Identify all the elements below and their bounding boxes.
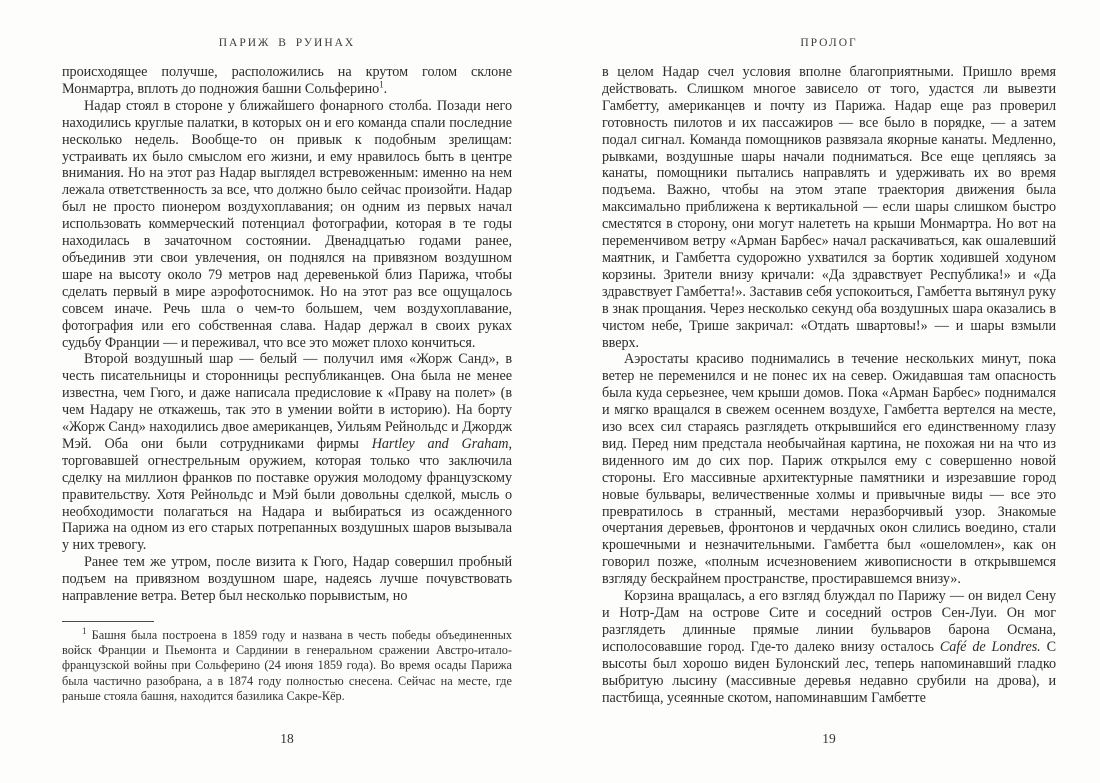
italic-text-run: Hartley and Graham <box>371 435 509 452</box>
text-run: С высоты был хорошо виден Булонский лес, теперь напоминавший гладко выбритую лысину (массивные деревья недавно срубили на дрова), и пастбища, усеянные скотом, напоминавшим Гамбетте <box>602 638 1056 706</box>
page-number-right: 19 <box>822 731 836 746</box>
paragraph <box>62 351 512 554</box>
text-run: происходящее получше, расположились на крутом голом склоне Монмартра, вплоть до подножия башни Сольферино <box>62 64 512 97</box>
paragraph <box>62 554 512 605</box>
footnote-marker: 1 <box>82 625 87 636</box>
italic-text-run: Café de Londres. <box>939 638 1041 655</box>
book-page-left <box>62 0 512 783</box>
text-run: Башня была построена в 1859 году и названа в честь победы объединенных войск Франции и Пьемонта и Сардинии в генеральном сражении Австро-итало-французской войны при Сольферино (24 июня 1859 года). Во время осады Парижа была частично разобрана, а в 1874 году полностью снесена. Сейчас на месте, где раньше стояла башня, находится базилика Сакре-Кёр. <box>62 628 512 703</box>
text-run: Корзина вращалась, а его взгляд блуждал по Парижу — он видел Сену и Нотр-Дам на острове Сите и соседний остров Сен-Луи. Он мог разглядеть длинные прямые линии бульваров барона Османа, исполосовавшие город. Где-то далеко внизу осталось <box>602 588 1056 655</box>
body-text-left <box>62 64 512 605</box>
running-header-right: ПРОЛОГ <box>800 37 858 49</box>
paragraph <box>62 98 512 352</box>
paragraph <box>602 64 1056 351</box>
footnote-text <box>62 625 512 704</box>
paragraph <box>62 64 512 98</box>
text-run: Ранее тем же утром, после визита к Гюго, Надар совершил пробный подъем на привязном воздушном шаре, надеясь лучше почувствовать направление ветра. Ветер был несколько порывистым, но <box>62 554 512 605</box>
footnote-block <box>62 621 512 704</box>
paragraph <box>602 351 1056 588</box>
text-run: Второй воздушный шар — белый — получил имя «Жорж Санд», в честь писательницы и сторонницы республиканцев. Она была не менее известна, чем Гюго, и даже написала предисловие к «Праву на полет» (в чем Надару не откажешь, так это в умении войти в историю). На борту «Жорж Санд» находились двое американцев, Уильям Рейнольдс и Джордж Мэй. Оба они были сотрудниками фирмы <box>62 351 512 452</box>
page-number-left: 18 <box>280 731 294 746</box>
running-header-left: ПАРИЖ В РУИНАХ <box>218 37 356 49</box>
paragraph <box>602 588 1056 706</box>
book-page-right <box>602 0 1056 783</box>
footnote-rule <box>62 621 154 622</box>
text-run: Надар стоял в стороне у ближайшего фонарного столба. Позади него находились круглые палатки, в которых он и его команда спали последние несколько недель. Вообще-то он привык к подобным зрелищам: устраивать их было смыслом его жизни, и ему нравилось быть в центре внимания. Но на этот раз Надар выглядел встревоженным: именно на нем лежала ответственность за все, что должно было сейчас произойти. Надар был не просто пионером воздухоплавания; он одним из первых начал использовать коммерческий потенциал фотографии, которая в те годы находилась в зачаточном состоянии. Двенадцатью годами ранее, объединив эти свои увлечения, он поднялся на привязном воздушном шаре на высоту около 79 метров над деревенькой близ Парижа, чтобы сделать первый в мире аэрофотоснимок. Но на этот раз все ощущалось совсем иначе. Речь шла о чем-то большем, чем воздухоплавание, фотография или его собственная слава. Надар держал в своих руках судьбу Франции — и переживал, что все это может плохо кончиться. <box>62 97 512 351</box>
text-run: Аэростаты красиво поднимались в течение нескольких минут, пока ветер не переменился и не понес их на север. Ожидавшая там опасность была куда серьезнее, чем крыши домов. Пока «Арман Барбес» поднимался и мягко вращался в свежем осеннем воздухе, Гамбетта вертелся на месте, изо всех сил стараясь разглядеть открывшийся его единственному глазу вид. Перед ним предстала необычайная картина, не похожая ни на что из виденного им до сих пор. Париж открылся ему с совершенно новой стороны. Его массивные архитектурные памятники и изрезавшие город новые бульвары, величественные холмы и привычные виды — все это превратилось в странный, местами неразборчивый узор. Знакомые очертания деревьев, фронтонов и чердачных окон слились воедино, стали крошечными и незначительными. Гамбетта был «ошеломлен», как он говорил позже, «полным исчезновением живописности в открывшемся взгляду бескрайнем пространстве, простиравшемся внизу». <box>602 351 1056 588</box>
footnote-marker: 1 <box>379 79 384 90</box>
text-run: , торговавшей огнестрельным оружием, которая только что заключила сделку на миллион франков по поставке оружия молодому французскому правительству. Хотя Рейнольдс и Мэй были довольны сделкой, мысль о необходимости полагаться на Надара и выбираться из осажденного Парижа на одном из его старых потрепанных воздушных шаров вызывала у них тревогу. <box>62 435 512 554</box>
body-text-right <box>602 64 1056 706</box>
paragraph <box>62 625 512 704</box>
text-run: в целом Надар счел условия вполне благоприятными. Пришло время действовать. Слишком многое зависело от того, удастся ли вывезти Гамбетту, американцев и почту из Парижа. Надар еще раз проверил готовность пилотов и их пассажиров — все было в порядке, — а затем подал сигнал. Команда помощников развязала якорные канаты. Медленно, рывками, воздушные шары начали подниматься. Все еще цепляясь за канаты, помощники пытались направлять и удерживать их во время подъема. Важно, чтобы на этом этапе траектория движения была максимально приближена к вертикальной — если шары слишком быстро сместятся в сторону, они могут налететь на крыши Монмартра. Но вот на переменчивом ветру «Арман Барбес» начал раскачиваться, как ошалевший маятник, и Гамбетта судорожно ухватился за бортик ходившей ходуном корзины. Зрители внизу кричали: «Да здравствует Республика!» и «Да здравствует Гамбетта!». Заставив себя успокоиться, Гамбетта вытянул руку в знак прощания. Через несколько секунд оба воздушных шара оказались в чистом небе, Трише закричал: «Отдать швартовы!» — и шары взмыли вверх. <box>602 64 1056 351</box>
text-run: . <box>383 80 388 97</box>
